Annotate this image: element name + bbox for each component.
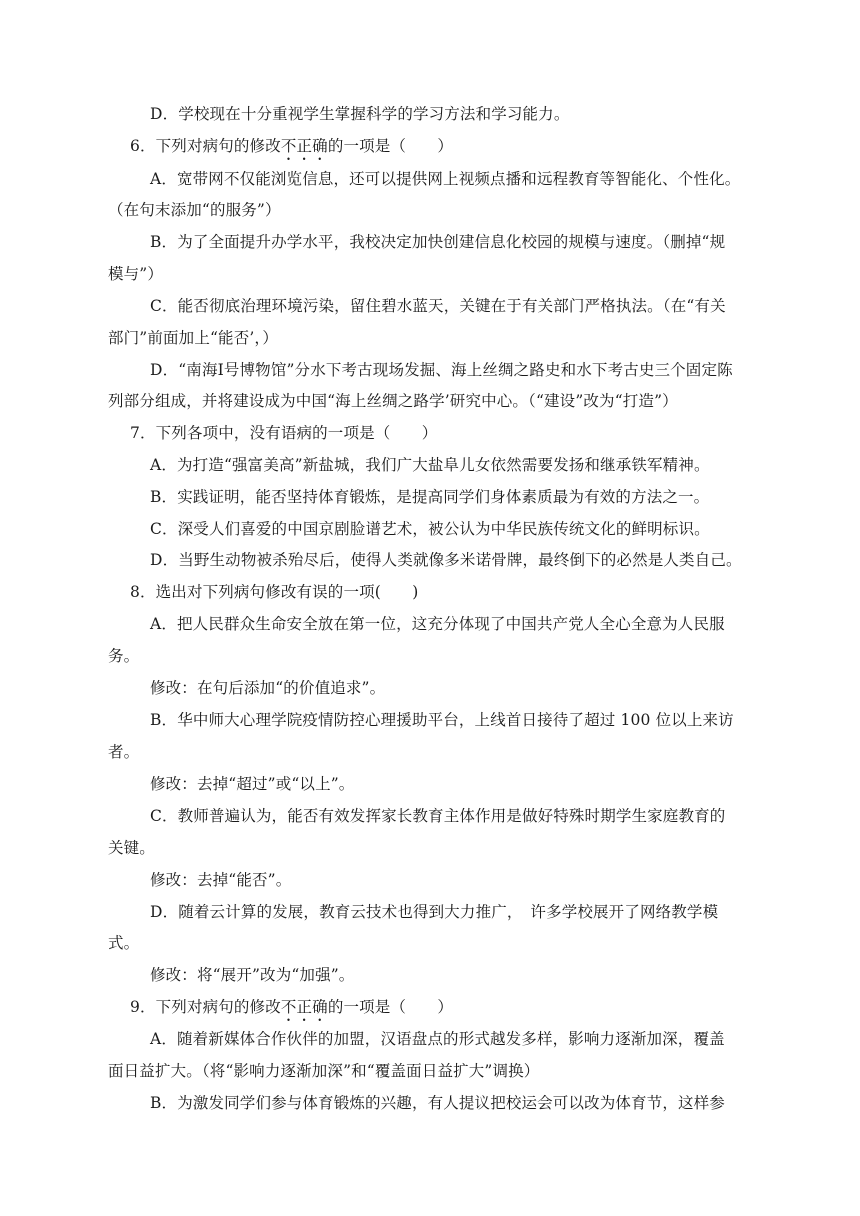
question-6-bracket: 的一项是（ ） (327, 137, 454, 155)
option-6b-cont: 模与”） (108, 265, 164, 283)
option-6d: D．“南海Ⅰ号博物馆”分水下考古现场发掘、海上丝绸之路史和水下考古史三个固定陈 (150, 361, 733, 379)
option-8d: D．随着云计算的发展，教育云技术也得到大力推广， 许多学校展开了网络教学模 (150, 903, 719, 921)
option-9b: B．为激发同学们参与体育锻炼的兴趣，有人提议把校运会可以改为体育节，这样参 (150, 1094, 725, 1112)
question-6-stem (130, 136, 453, 164)
option-8a-fix: 修改：在句后添加“的价值追求”。 (150, 679, 386, 697)
emphasis-not-correct: 不正确 (280, 998, 328, 1016)
option-7c: C．深受人们喜爱的中国京剧脸谱艺术，被公认为中华民族传统文化的鲜明标识。 (150, 520, 710, 538)
option-7a: A．为打造“强富美高”新盐城，我们广大盐阜儿女依然需要发扬和继承铁军精神。 (150, 456, 710, 474)
option-6a-cont: （在句末添加“的服务”） (108, 201, 281, 219)
option-8c-fix: 修改：去掉“能否”。 (150, 871, 292, 889)
option-8d-fix: 修改：将“展开”改为“加强”。 (150, 966, 355, 984)
question-6-text: 6．下列对病句的修改 (130, 137, 281, 155)
option-8b: B．华中师大心理学院疫情防控心理援助平台，上线首日接待了超过 100 位以上来访 (150, 711, 734, 729)
option-8c-cont: 关键。 (108, 839, 155, 857)
option-8a-cont: 务。 (108, 647, 140, 665)
option-6d-cont: 列部分组成，并将建设成为中国“海上丝绸之路学’研究中心。（“建设”改为“打造”） (108, 392, 678, 410)
question-9-bracket: 的一项是（ ） (327, 998, 454, 1016)
option-9a: A．随着新媒体合作伙伴的加盟，汉语盘点的形式越发多样，影响力逐渐加深，覆盖 (150, 1030, 725, 1048)
option-8b-cont: 者。 (108, 743, 140, 761)
option-7d: D．当野生动物被杀殆尽后，使得人类就像多米诺骨牌，最终倒下的必然是人类自己。 (150, 551, 742, 569)
option-8b-fix: 修改：去掉“超过”或“以上”。 (150, 775, 355, 793)
option-8d-cont: 式。 (108, 934, 140, 952)
option-6c: C．能否彻底治理环境污染，留住碧水蓝天，关键在于有关部门严格执法。（在“有关 (150, 297, 726, 315)
question-9-stem (130, 997, 453, 1025)
option-6a: A．宽带网不仅能浏览信息，还可以提供网上视频点播和远程教育等智能化、个性化。 (150, 170, 741, 188)
emphasis-not-correct: 不正确 (280, 137, 328, 155)
option-7b: B．实践证明，能否坚持体育锻炼，是提高同学们身体素质最为有效的方法之一。 (150, 488, 710, 506)
option-5d: D．学校现在十分重视学生掌握科学的学习方法和学习能力。 (150, 105, 570, 123)
question-9-text: 9．下列对病句的修改 (130, 998, 281, 1016)
option-8a: A．把人民群众生命安全放在第一位，这充分体现了中国共产党人全心全意为人民服 (150, 615, 725, 633)
option-6c-cont: 部门”前面加上“能否’，） (108, 329, 278, 347)
option-9a-cont: 面日益扩大。（将“影响力逐渐加深”和“覆盖面日益扩大”调换） (108, 1062, 540, 1080)
option-6b: B．为了全面提升办学水平，我校决定加快创建信息化校园的规模与速度。（删掉“规 (150, 233, 726, 251)
question-8-stem: 8．选出对下列病句修改有误的一项( ) (130, 583, 419, 601)
option-8c: C．教师普遍认为，能否有效发挥家长教育主体作用是做好特殊时期学生家庭教育的 (150, 807, 726, 825)
question-7-stem: 7．下列各项中，没有语病的一项是（ ） (130, 424, 438, 442)
